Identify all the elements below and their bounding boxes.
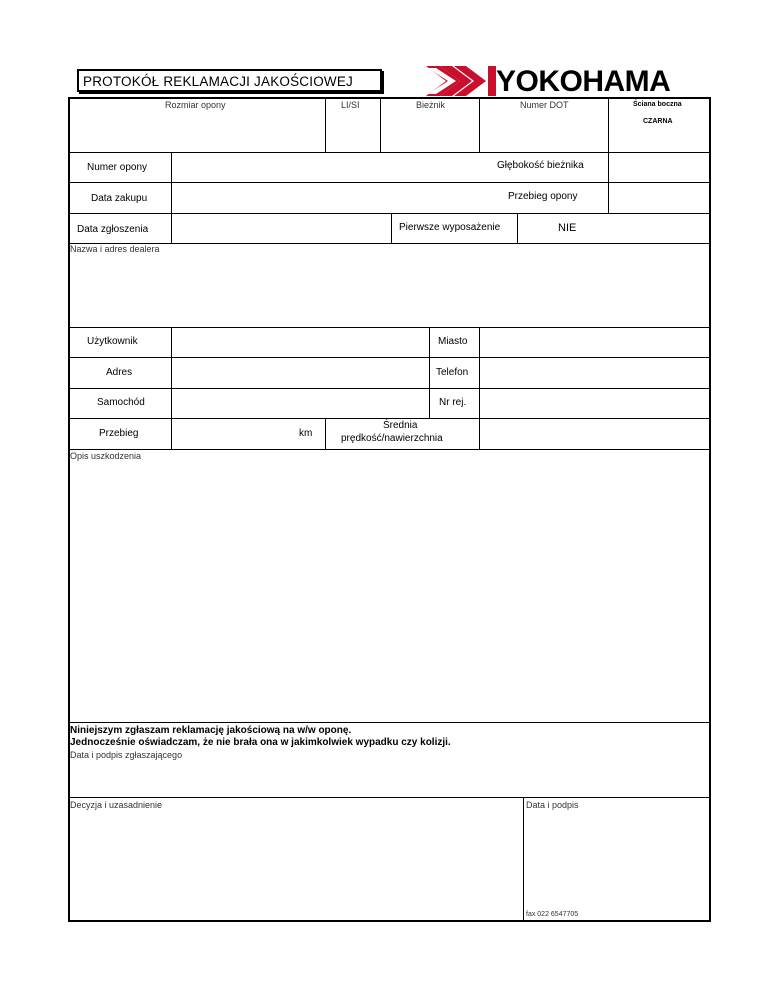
label-tread-depth: Głębokość bieżnika <box>497 160 584 171</box>
label-phone: Telefon <box>436 367 469 378</box>
declaration-line-1: Niniejszym zgłaszam reklamację jakościową na w/w oponę. <box>70 725 352 736</box>
label-address: Adres <box>106 367 133 378</box>
header-li-si: LI/SI <box>341 100 360 110</box>
label-dealer: Nazwa i adres dealera <box>70 244 160 254</box>
label-mileage: Przebieg <box>99 428 139 439</box>
label-reporter-signature: Data i podpis zgłaszającego <box>70 750 183 760</box>
label-date-signature: Data i podpis <box>526 800 579 810</box>
header-tread: Bieżnik <box>416 100 446 110</box>
label-avg-speed-1: Średnia <box>383 420 418 431</box>
label-report-date: Data zgłoszenia <box>77 224 149 235</box>
value-original-equipment: NIE <box>558 222 577 234</box>
label-registration: Nr rej. <box>439 397 467 408</box>
label-km: km <box>299 428 313 439</box>
header-sidewall: Ściana boczna <box>633 101 682 108</box>
title-box <box>77 69 382 92</box>
label-car: Samochód <box>97 397 145 408</box>
label-decision: Decyzja i uzasadnienie <box>70 800 163 810</box>
form-outer <box>68 97 711 922</box>
label-user: Użytkownik <box>87 336 138 347</box>
header-sidewall-value: CZARNA <box>643 118 673 125</box>
label-city: Miasto <box>438 336 468 347</box>
page-title: PROTOKÓŁ REKLAMACJI JAKOŚCIOWEJ <box>83 74 354 89</box>
header-tire-size: Rozmiar opony <box>165 100 226 110</box>
label-avg-speed-2: prędkość/nawierzchnia <box>341 433 443 444</box>
label-tire-mileage: Przebieg opony <box>508 191 578 202</box>
label-tire-number: Numer opony <box>87 162 148 173</box>
label-purchase-date: Data zakupu <box>91 193 148 204</box>
yokohama-logo <box>426 66 691 97</box>
fax-number: fax 022 6547705 <box>526 911 579 918</box>
brand-name: YOKOHAMA <box>496 65 671 98</box>
label-damage: Opis uszkodzenia <box>70 451 142 461</box>
label-original-equipment: Pierwsze wyposażenie <box>399 222 501 233</box>
declaration-line-2: Jednocześnie oświadczam, że nie brała ona w jakimkolwiek wypadku czy kolizji. <box>70 737 451 748</box>
header-dot: Numer DOT <box>520 100 569 110</box>
